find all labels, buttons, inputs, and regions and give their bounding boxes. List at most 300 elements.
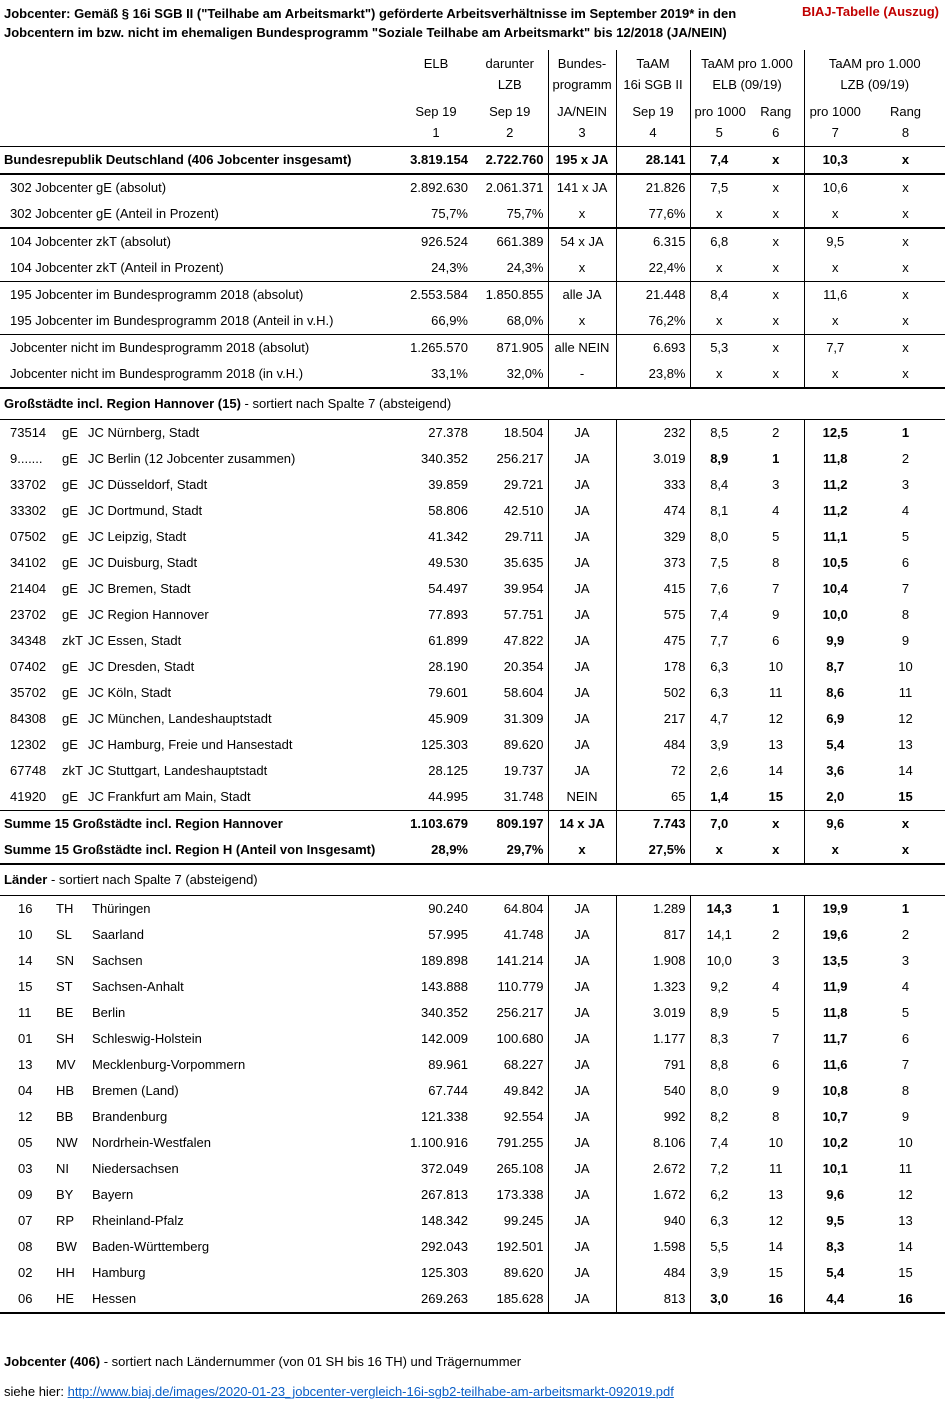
cell-col-2: 68.227 bbox=[503, 1057, 544, 1072]
label-name: Hamburg bbox=[92, 1265, 146, 1280]
label-code: 21404 bbox=[10, 581, 47, 596]
cell-col-2: 64.804 bbox=[472, 896, 548, 923]
label-name: JC Nürnberg, Stadt bbox=[88, 425, 200, 440]
label-name: Rheinland-Pfalz bbox=[92, 1213, 184, 1228]
cell-col-7: 9,9 bbox=[804, 628, 866, 654]
cell-col-3: x bbox=[548, 201, 616, 228]
cell-col-1: 90.240 bbox=[400, 896, 472, 923]
label-type: gE bbox=[62, 789, 78, 804]
cell-col-6: 7 bbox=[772, 1031, 780, 1046]
cell-col-2: 75,7% bbox=[506, 206, 544, 221]
cell-col-6: 5 bbox=[772, 1005, 780, 1020]
label-name: JC Köln, Stadt bbox=[88, 685, 172, 700]
cell-col-5: 6,8 bbox=[690, 228, 748, 255]
cell-col-3: JA bbox=[548, 1104, 616, 1130]
cell-col-2: 661.389 bbox=[472, 228, 548, 255]
cell-col-3: JA bbox=[548, 1234, 616, 1260]
cell-col-8: 16 bbox=[898, 1291, 913, 1306]
city-row bbox=[0, 524, 945, 550]
cell-col-4: 475 bbox=[616, 628, 690, 654]
cell-col-8: 1 bbox=[866, 896, 945, 923]
cell-col-5: 8,2 bbox=[690, 1104, 748, 1130]
cell-col-5: 3,9 bbox=[690, 1260, 748, 1286]
cell-col-7: 10,1 bbox=[804, 1156, 866, 1182]
cell-col-3: JA bbox=[548, 974, 616, 1000]
row-label: Jobcenter nicht im Bundesprogramm 2018 (in v.H.) bbox=[10, 366, 304, 381]
label-name: JC München, Landeshauptstadt bbox=[88, 711, 272, 726]
cell-col-3: alle JA bbox=[548, 282, 616, 309]
cell-col-4: 21.448 bbox=[616, 282, 690, 309]
cell-col-7: 8,7 bbox=[804, 654, 866, 680]
cell-col-8: 11 bbox=[898, 685, 913, 700]
cell-col-1: 1.265.570 bbox=[400, 335, 472, 362]
cell-col-6: 9 bbox=[772, 607, 780, 622]
cell-col-4: 1.289 bbox=[616, 896, 690, 923]
cell-col-3: JA bbox=[548, 524, 616, 550]
cell-col-2: 29.711 bbox=[504, 529, 544, 544]
cell-col-4: 329 bbox=[616, 524, 690, 550]
cell-col-1: 189.898 bbox=[421, 953, 468, 968]
cell-col-7: 13,5 bbox=[804, 948, 866, 974]
label-code: 84308 bbox=[10, 711, 47, 726]
cell-col-4: 1.177 bbox=[616, 1026, 690, 1052]
cell-col-1: 372.049 bbox=[421, 1161, 468, 1176]
cell-col-2: 265.108 bbox=[496, 1161, 544, 1176]
cell-col-4: 8.106 bbox=[616, 1130, 690, 1156]
label-name: Sachsen-Anhalt bbox=[92, 979, 184, 994]
state-row bbox=[0, 1078, 945, 1104]
label-name: JC Stuttgart, Landeshauptstadt bbox=[88, 763, 268, 778]
label-num: 13 bbox=[18, 1057, 33, 1072]
label-num: 16 bbox=[18, 901, 33, 916]
cell-col-7: 10,2 bbox=[804, 1130, 866, 1156]
label-num: 11 bbox=[18, 1005, 32, 1020]
cell-col-7: 11,2 bbox=[804, 498, 866, 524]
cell-col-5: 10,0 bbox=[690, 948, 748, 974]
cell-col-3: JA bbox=[548, 1130, 616, 1156]
cell-col-8: x bbox=[902, 366, 909, 381]
cell-col-6: 4 bbox=[772, 979, 780, 994]
section-title: Großstädte incl. Region Hannover (15) bbox=[4, 396, 241, 411]
cell-col-4: 3.019 bbox=[616, 446, 690, 472]
cell-col-2: 20.354 bbox=[503, 659, 544, 674]
cell-col-5: 1,4 bbox=[690, 784, 748, 811]
row-label: Summe 15 Großstädte incl. Region H (Anteil von Insgesamt) bbox=[4, 842, 376, 857]
cell-col-3: alle NEIN bbox=[548, 335, 616, 362]
cell-col-8: x bbox=[902, 206, 909, 221]
cell-col-3: - bbox=[548, 361, 616, 388]
cell-col-2: 31.748 bbox=[503, 789, 544, 804]
cell-col-1: 125.303 bbox=[421, 737, 468, 752]
label-name: JC Dresden, Stadt bbox=[88, 659, 195, 674]
label-num: 15 bbox=[18, 979, 33, 994]
label-type: gE bbox=[62, 529, 78, 544]
cell-col-4: 415 bbox=[616, 576, 690, 602]
cell-col-2: 24,3% bbox=[506, 260, 544, 275]
cell-col-6: x bbox=[748, 335, 804, 362]
page-title bbox=[4, 4, 774, 42]
state-row bbox=[0, 948, 945, 974]
cell-col-5: 9,2 bbox=[690, 974, 748, 1000]
cell-col-7: 11,8 bbox=[804, 1000, 866, 1026]
cell-col-5: 6,2 bbox=[690, 1182, 748, 1208]
cell-col-5: 5,3 bbox=[690, 335, 748, 362]
cell-col-5: 7,7 bbox=[690, 628, 748, 654]
cell-col-3: NEIN bbox=[548, 784, 616, 811]
label-abbr: HB bbox=[56, 1083, 75, 1098]
cell-col-1: 142.009 bbox=[421, 1031, 468, 1046]
label-abbr: HE bbox=[56, 1291, 75, 1306]
cell-col-4: 77,6% bbox=[616, 201, 690, 228]
summary-row bbox=[0, 228, 945, 255]
section-title-row: Länder - sortiert nach Spalte 7 (absteigend) bbox=[0, 864, 945, 896]
cell-col-4: 540 bbox=[616, 1078, 690, 1104]
cell-col-1: 28.125 bbox=[428, 763, 468, 778]
cell-col-3: JA bbox=[548, 706, 616, 732]
cell-col-6: 3 bbox=[772, 953, 780, 968]
row-label: Jobcenter nicht im Bundesprogramm 2018 (absolut) bbox=[0, 335, 400, 362]
cell-col-2: 871.905 bbox=[472, 335, 548, 362]
label-code: 12302 bbox=[10, 737, 47, 752]
cell-col-2: 100.680 bbox=[496, 1031, 544, 1046]
cell-col-1: 75,7% bbox=[431, 206, 468, 221]
cell-col-3: JA bbox=[548, 576, 616, 602]
cell-col-4: 940 bbox=[616, 1208, 690, 1234]
cell-col-1: 54.497 bbox=[428, 581, 468, 596]
label-name: Nordrhein-Westfalen bbox=[92, 1135, 211, 1150]
cell-col-5: 8,8 bbox=[690, 1052, 748, 1078]
cell-col-5: x bbox=[690, 837, 748, 864]
city-sum-row bbox=[0, 837, 945, 864]
cell-col-6: 9 bbox=[772, 1083, 780, 1098]
label-abbr: SN bbox=[56, 953, 75, 968]
cell-col-6: 2 bbox=[772, 927, 780, 942]
cell-col-2: 791.255 bbox=[496, 1135, 544, 1150]
cell-col-5: 8,0 bbox=[690, 1078, 748, 1104]
cell-col-2: 1.850.855 bbox=[472, 282, 548, 309]
cell-col-5: 8,9 bbox=[690, 1000, 748, 1026]
cell-col-8: 5 bbox=[901, 1005, 910, 1020]
cell-col-4: 1.598 bbox=[616, 1234, 690, 1260]
cell-col-3: x bbox=[548, 255, 616, 282]
city-row bbox=[0, 550, 945, 576]
cell-col-8: 3 bbox=[901, 953, 910, 968]
cell-col-5: 8,9 bbox=[690, 446, 748, 472]
cell-col-6: 5 bbox=[772, 529, 780, 544]
cell-col-8: 2 bbox=[901, 927, 910, 942]
row-label: 302 Jobcenter gE (absolut) bbox=[0, 174, 400, 201]
cell-col-6: 10 bbox=[768, 659, 783, 674]
label-code: 34102 bbox=[10, 555, 47, 570]
label-code: 07502 bbox=[10, 529, 47, 544]
cell-col-8: 4 bbox=[901, 979, 910, 994]
cell-col-1: 67.744 bbox=[428, 1083, 468, 1098]
cell-col-8: 13 bbox=[898, 1213, 913, 1228]
cell-col-2: 29.721 bbox=[503, 477, 544, 492]
cell-col-2: 192.501 bbox=[496, 1239, 544, 1254]
cell-col-6: x bbox=[772, 260, 779, 275]
cell-col-4: 178 bbox=[616, 654, 690, 680]
label-name: Mecklenburg-Vorpommern bbox=[92, 1057, 246, 1072]
cell-col-4: 76,2% bbox=[616, 308, 690, 335]
cell-col-4: 7.743 bbox=[616, 811, 690, 838]
cell-col-5: 7,5 bbox=[690, 550, 748, 576]
cell-col-8: x bbox=[866, 147, 945, 175]
summary-row bbox=[0, 361, 945, 388]
cell-col-2: 99.245 bbox=[503, 1213, 544, 1228]
cell-col-7: 19,6 bbox=[804, 922, 866, 948]
data-table bbox=[0, 50, 945, 1314]
cell-col-2: 32,0% bbox=[506, 366, 544, 381]
label-code: 41920 bbox=[10, 789, 47, 804]
cell-col-3: JA bbox=[548, 1026, 616, 1052]
cell-col-4: 474 bbox=[616, 498, 690, 524]
row-label: 302 Jobcenter gE (Anteil in Prozent) bbox=[10, 206, 219, 221]
label-code: 73514 bbox=[10, 425, 47, 440]
cell-col-8: 14 bbox=[898, 1239, 913, 1254]
cell-col-7: 9,5 bbox=[804, 228, 866, 255]
cell-col-2: 41.748 bbox=[503, 927, 544, 942]
cell-col-8: x bbox=[866, 228, 945, 255]
cell-col-1: 44.995 bbox=[428, 789, 468, 804]
label-name: JC Hamburg, Freie und Hansestadt bbox=[88, 737, 293, 752]
cell-col-3: JA bbox=[548, 472, 616, 498]
label-type: gE bbox=[62, 711, 78, 726]
cell-col-2: 58.604 bbox=[503, 685, 544, 700]
cell-col-1: 66,9% bbox=[431, 313, 468, 328]
city-row bbox=[0, 732, 945, 758]
cell-col-6: x bbox=[772, 366, 779, 381]
header-taam-elb: TaAM pro 1.000 ELB (09/19) bbox=[690, 50, 804, 98]
label-num: 06 bbox=[18, 1291, 33, 1306]
label-name: Sachsen bbox=[92, 953, 143, 968]
cell-col-2: 92.554 bbox=[503, 1109, 544, 1124]
label-name: JC Düsseldorf, Stadt bbox=[88, 477, 208, 492]
cell-col-7: 7,7 bbox=[804, 335, 866, 362]
cell-col-7: 10,6 bbox=[804, 174, 866, 201]
cell-col-6: x bbox=[748, 174, 804, 201]
cell-col-5: 6,3 bbox=[690, 680, 748, 706]
footer-note: Jobcenter (406) - sortiert nach Ländernummer (von 01 SH bis 16 TH) und Trägernummer bbox=[4, 1354, 522, 1369]
cell-col-5: 6,3 bbox=[690, 1208, 748, 1234]
summary-row bbox=[0, 174, 945, 201]
cell-col-2: 47.822 bbox=[503, 633, 544, 648]
cell-col-1: 143.888 bbox=[421, 979, 468, 994]
cell-col-2: 18.504 bbox=[472, 420, 548, 447]
cell-col-5: 7,4 bbox=[690, 1130, 748, 1156]
cell-col-7: 6,9 bbox=[804, 706, 866, 732]
cell-col-8: 7 bbox=[901, 581, 910, 596]
state-row bbox=[0, 1052, 945, 1078]
cell-col-5: 8,4 bbox=[690, 282, 748, 309]
cell-col-8: 6 bbox=[901, 1031, 910, 1046]
cell-col-3: JA bbox=[548, 1182, 616, 1208]
cell-col-1: 2.553.584 bbox=[400, 282, 472, 309]
badge-suffix: ) bbox=[934, 4, 939, 19]
cell-col-3: x bbox=[548, 837, 616, 864]
city-row bbox=[0, 498, 945, 524]
cell-col-4: 28.141 bbox=[616, 147, 690, 175]
label-name: JC Dortmund, Stadt bbox=[88, 503, 203, 518]
cell-col-1: 926.524 bbox=[400, 228, 472, 255]
label-name: Saarland bbox=[92, 927, 145, 942]
cell-col-1: 1.103.679 bbox=[400, 811, 472, 838]
badge-word: Auszug bbox=[887, 4, 935, 19]
cell-col-8: 11 bbox=[898, 1161, 913, 1176]
cell-col-4: 22,4% bbox=[616, 255, 690, 282]
cell-col-1: 27.378 bbox=[400, 420, 472, 447]
row-label: 104 Jobcenter zkT (absolut) bbox=[0, 228, 400, 255]
cell-col-3: 14 x JA bbox=[548, 811, 616, 838]
cell-col-4: 575 bbox=[616, 602, 690, 628]
cell-col-3: JA bbox=[548, 758, 616, 784]
state-row bbox=[0, 1000, 945, 1026]
cell-col-6: x bbox=[772, 313, 779, 328]
label-type: zkT bbox=[62, 633, 83, 648]
cell-col-7: 11,8 bbox=[804, 446, 866, 472]
cell-col-4: 6.693 bbox=[616, 335, 690, 362]
cell-col-8: 8 bbox=[901, 1083, 910, 1098]
label-name: Thüringen bbox=[92, 901, 151, 916]
state-row bbox=[0, 1208, 945, 1234]
cell-col-4: 502 bbox=[616, 680, 690, 706]
summary-row bbox=[0, 282, 945, 309]
header-bundesprogramm: Bundes- programm bbox=[548, 50, 616, 98]
cell-col-4: 72 bbox=[616, 758, 690, 784]
city-row bbox=[0, 654, 945, 680]
cell-col-1: 340.352 bbox=[421, 1005, 468, 1020]
label-type: gE bbox=[62, 477, 78, 492]
state-row bbox=[0, 1286, 945, 1313]
label-abbr: SH bbox=[56, 1031, 75, 1046]
cell-col-6: 12 bbox=[768, 1213, 783, 1228]
header-taam-lzb: TaAM pro 1.000 LZB (09/19) bbox=[804, 50, 945, 98]
cell-col-1: 3.819.154 bbox=[400, 147, 472, 175]
cell-col-5: 3,9 bbox=[690, 732, 748, 758]
cell-col-5: 7,5 bbox=[690, 174, 748, 201]
cell-col-3: 141 x JA bbox=[548, 174, 616, 201]
title-line-1: Jobcenter: Gemäß § 16i SGB II ("Teilhabe am Arbeitsmarkt") geförderte Arbeitsverhältnisse im September 2019* in den bbox=[4, 6, 737, 21]
label-name: Bayern bbox=[92, 1187, 134, 1202]
cell-col-4: 333 bbox=[616, 472, 690, 498]
label-type: gE bbox=[62, 659, 78, 674]
cell-col-2: 110.779 bbox=[497, 979, 544, 994]
row-label: 195 Jobcenter im Bundesprogramm 2018 (absolut) bbox=[0, 282, 400, 309]
cell-col-2: 39.954 bbox=[503, 581, 544, 596]
cell-col-1: 121.338 bbox=[421, 1109, 468, 1124]
label-name: Bremen (Land) bbox=[92, 1083, 179, 1098]
state-row bbox=[0, 896, 945, 923]
cell-col-7: 11,6 bbox=[804, 1052, 866, 1078]
label-code: 07402 bbox=[10, 659, 47, 674]
cell-col-4: 21.826 bbox=[616, 174, 690, 201]
label-code: 23702 bbox=[10, 607, 47, 622]
label-type: gE bbox=[62, 555, 78, 570]
cell-col-7: 10,5 bbox=[804, 550, 866, 576]
city-sum-row bbox=[0, 811, 945, 838]
cell-col-2: 89.620 bbox=[503, 1265, 544, 1280]
cell-col-7: 11,1 bbox=[804, 524, 866, 550]
label-num: 14 bbox=[18, 953, 33, 968]
cell-col-3: JA bbox=[548, 1286, 616, 1313]
cell-col-2: 2.061.371 bbox=[472, 174, 548, 201]
cell-col-6: 2 bbox=[748, 420, 804, 447]
source-link[interactable]: http://www.biaj.de/images/2020-01-23_jobcenter-vergleich-16i-sgb2-teilhabe-am-arbeitsmarkt-092019.pdf bbox=[67, 1384, 674, 1399]
cell-col-7: 9,6 bbox=[804, 811, 866, 838]
cell-col-3: JA bbox=[548, 628, 616, 654]
cell-col-7: 11,6 bbox=[804, 282, 866, 309]
cell-col-6: 14 bbox=[768, 1239, 783, 1254]
cell-col-4: 1.672 bbox=[616, 1182, 690, 1208]
label-name: Baden-Württemberg bbox=[92, 1239, 210, 1254]
cell-col-7: 10,3 bbox=[804, 147, 866, 175]
cell-col-7: x bbox=[804, 308, 866, 335]
header-elb: ELB bbox=[423, 56, 449, 71]
cell-col-7: 5,4 bbox=[804, 732, 866, 758]
cell-col-5: 4,7 bbox=[690, 706, 748, 732]
cell-col-3: JA bbox=[548, 680, 616, 706]
cell-col-4: 1.908 bbox=[616, 948, 690, 974]
cell-col-3: JA bbox=[548, 498, 616, 524]
label-abbr: RP bbox=[56, 1213, 75, 1228]
cell-col-4: 3.019 bbox=[616, 1000, 690, 1026]
cell-col-6: 15 bbox=[768, 1265, 783, 1280]
cell-col-7: 10,7 bbox=[804, 1104, 866, 1130]
cell-col-5: 3,0 bbox=[690, 1286, 748, 1313]
cell-col-5: 2,6 bbox=[690, 758, 748, 784]
label-abbr: BB bbox=[56, 1109, 74, 1124]
cell-col-1: 28.190 bbox=[428, 659, 468, 674]
cell-col-4: 484 bbox=[616, 1260, 690, 1286]
label-num: 03 bbox=[18, 1161, 33, 1176]
cell-col-6: x bbox=[748, 228, 804, 255]
cell-col-7: 11,7 bbox=[804, 1026, 866, 1052]
cell-col-8: 14 bbox=[898, 763, 913, 778]
cell-col-2: 68,0% bbox=[506, 313, 544, 328]
cell-col-8: 2 bbox=[901, 451, 910, 466]
cell-col-5: x bbox=[690, 308, 748, 335]
cell-col-4: 1.323 bbox=[616, 974, 690, 1000]
cell-col-3: JA bbox=[548, 732, 616, 758]
label-name: JC Region Hannover bbox=[88, 607, 209, 622]
label-code: 67748 bbox=[10, 763, 47, 778]
cell-col-1: 45.909 bbox=[428, 711, 468, 726]
cell-col-3: JA bbox=[548, 420, 616, 447]
city-row bbox=[0, 628, 945, 654]
cell-col-7: 12,5 bbox=[804, 420, 866, 447]
cell-col-7: x bbox=[804, 837, 866, 864]
cell-col-2: 35.635 bbox=[503, 555, 544, 570]
cell-col-1: 292.043 bbox=[421, 1239, 468, 1254]
cell-col-7: 2,0 bbox=[804, 784, 866, 811]
cell-col-3: 54 x JA bbox=[548, 228, 616, 255]
cell-col-7: 11,9 bbox=[804, 974, 866, 1000]
label-num: 12 bbox=[18, 1109, 33, 1124]
cell-col-7: 9,6 bbox=[804, 1182, 866, 1208]
label-name: JC Berlin (12 Jobcenter zusammen) bbox=[88, 451, 296, 466]
cell-col-7: 9,5 bbox=[804, 1208, 866, 1234]
cell-col-1: 89.961 bbox=[428, 1057, 468, 1072]
state-row bbox=[0, 1234, 945, 1260]
header-lzb: darunter LZB bbox=[485, 56, 534, 92]
summary-row bbox=[0, 335, 945, 362]
cell-col-4: 817 bbox=[616, 922, 690, 948]
cell-col-6: 13 bbox=[768, 737, 783, 752]
cell-col-2: 256.217 bbox=[496, 1005, 544, 1020]
cell-col-4: 217 bbox=[616, 706, 690, 732]
cell-col-8: 13 bbox=[898, 737, 913, 752]
cell-col-4: 65 bbox=[616, 784, 690, 811]
